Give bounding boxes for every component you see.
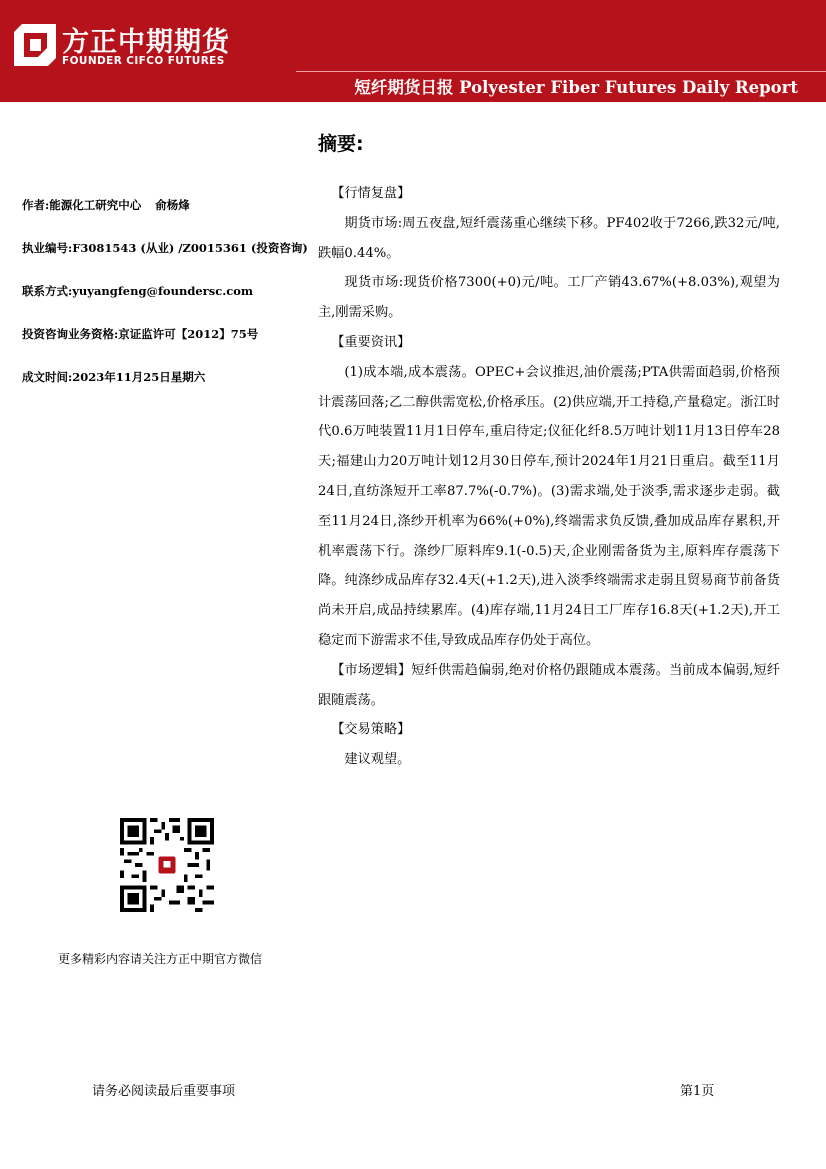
- qualification: 投资咨询业务资格:京证监许可【2012】75号: [22, 327, 259, 341]
- summary-heading: 摘要:: [318, 133, 364, 155]
- strategy-paragraph: 建议观望。: [344, 752, 411, 768]
- summary-body: [318, 179, 780, 775]
- company-logo-icon: [14, 24, 56, 66]
- futures-market-paragraph: 期货市场:周五夜盘,短纤震荡重心继续下移。PF402收于7266,跌32元/吨,跌幅0.44%。: [318, 215, 780, 261]
- author-line: [22, 197, 190, 213]
- report-title: 短纤期货日报 Polyester Fiber Futures Daily Report: [354, 78, 798, 97]
- page-number: 第1页: [680, 1084, 715, 1099]
- license-number: 执业编号:F3081543 (从业) /Z0015361 (投资咨询): [22, 241, 308, 255]
- brand-name-cn: 方正中期期货: [62, 27, 230, 58]
- report-header: [0, 0, 826, 102]
- footer-notice: 请务必阅读最后重要事项: [92, 1084, 236, 1099]
- header-divider: [296, 71, 826, 72]
- key-news-paragraph: (1)成本端,成本震荡。OPEC+会议推迟,油价震荡;PTA供需面趋弱,价格预计震荡回落;乙二醇供需宽松,价格承压。(2)供应端,开工持稳,产量稳定。浙江时代0.6万吨装置11月1日停车,重启待定;仪征化纤8.5万吨计划11月13日停车28天;福建山力20万吨计划12月30日停车,预计2024年1月21日重启。截至11月24日,直纺涤短开工率87.7%(-0.7%)。(3)需求端,处于淡季,需求逐步走弱。截至11月24日,涤纱开机率为66%(+0%),终端需求负反馈,叠加成品库存累积,开机率震荡下行。涤纱厂原料库9.1(-0.5)天,企业刚需备货为主,原料库存震荡下降。纯涤纱成品库存32.4天(+1.2天),进入淡季终端需求走弱且贸易商节前备货尚未开启,成品持续累库。(4)库存端,11月24日工厂库存16.8天(+1.2天),开工稳定而下游需求不佳,导致成品库存仍处于高位。: [318, 364, 780, 648]
- brand-name-en: FOUNDER CIFCO FUTURES: [62, 55, 225, 67]
- publish-date: 成文时间:2023年11月25日星期六: [22, 370, 206, 384]
- contact-info: 联系方式:yuyangfeng@foundersc.com: [22, 284, 254, 298]
- market-logic-paragraph: 【市场逻辑】短纤供需趋偏弱,绝对价格仍跟随成本震荡。当前成本偏弱,短纤跟随震荡。: [318, 662, 780, 708]
- spot-market-paragraph: 现货市场:现货价格7300(+0)元/吨。工厂产销43.67%(+8.03%),观望为主,刚需采购。: [318, 275, 780, 321]
- qr-caption: 更多精彩内容请关注方正中期官方微信: [58, 952, 263, 966]
- section-trading-strategy: 【交易策略】: [331, 722, 411, 738]
- section-market-review: 【行情复盘】: [331, 186, 411, 201]
- author-label: 作者:能源化工研究中心: [22, 198, 142, 212]
- section-key-news: 【重要资讯】: [331, 334, 411, 350]
- wechat-qr-code[interactable]: [120, 818, 214, 912]
- author-name: 俞杨烽: [155, 198, 190, 212]
